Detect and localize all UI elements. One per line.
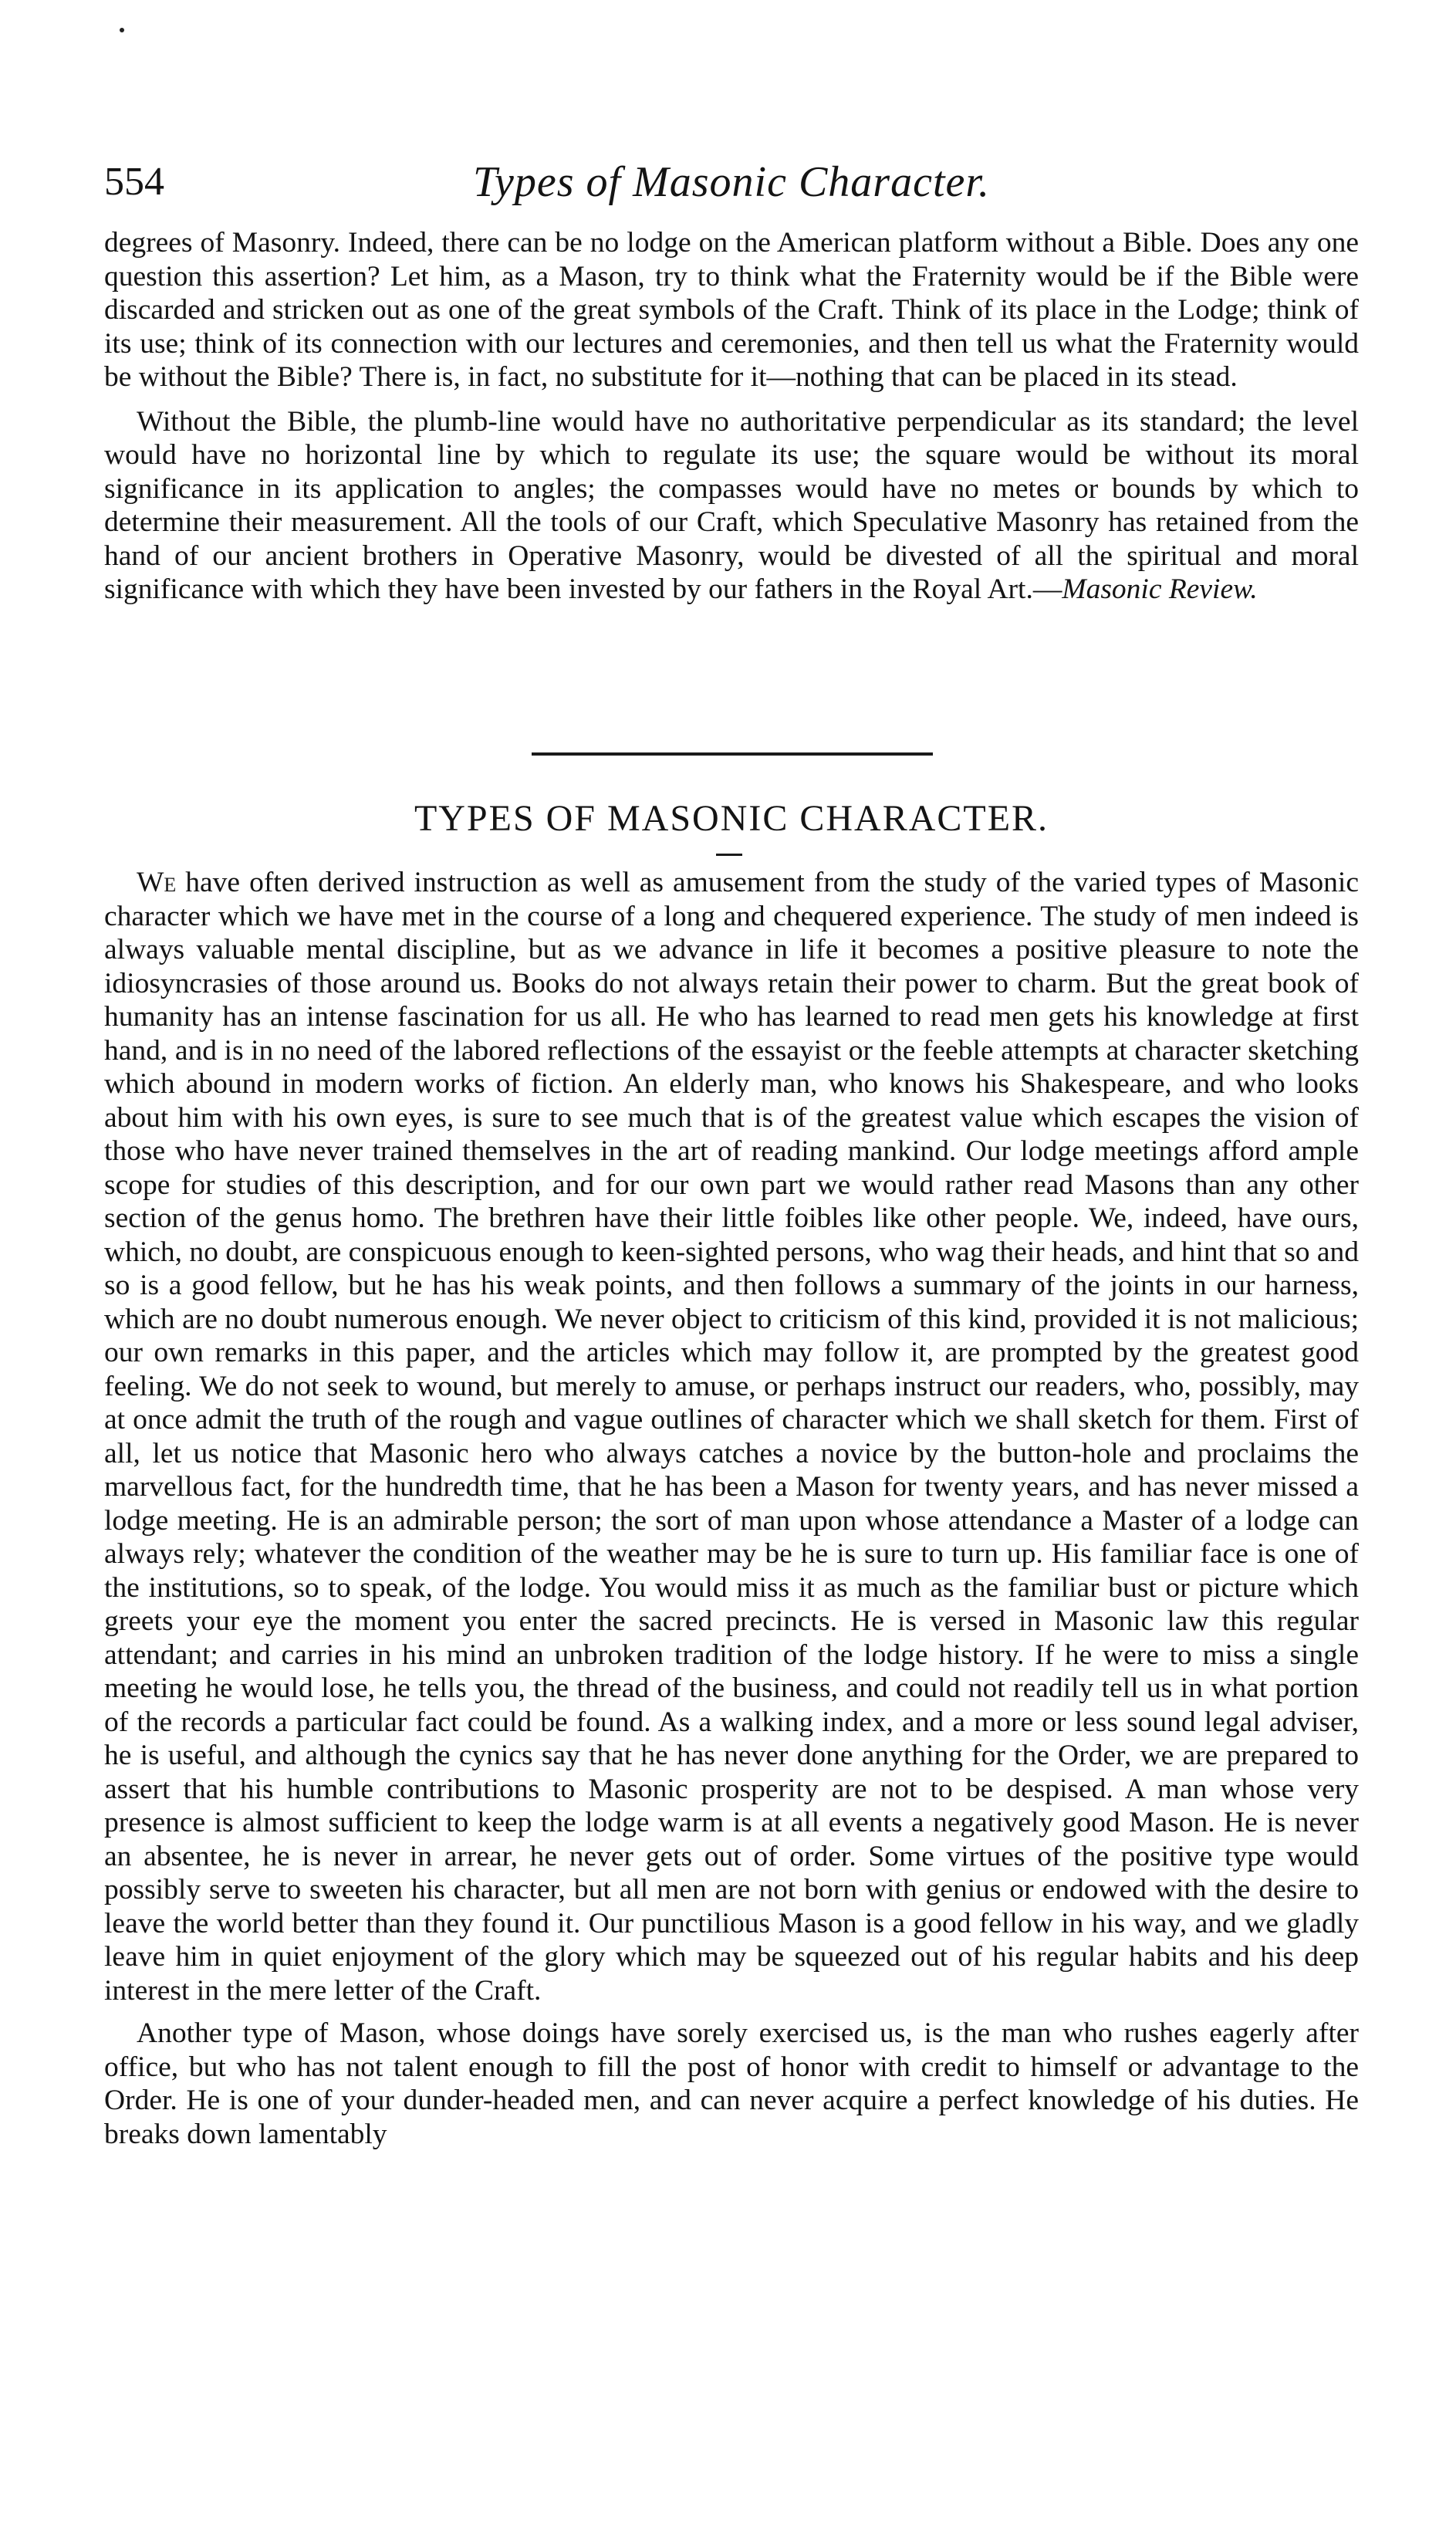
continued-paragraph: degrees of Masonry. Indeed, there can be no lodge on the American platform without a Bible. Does any one question this assertion? Let him, as a Mason, try to think what the Fraternity would be if the Bible were discarded and stricken out as one of the great symbols of the Craft. Think of its place in the Lodge; think of its use; think of its connection with our lectures and ceremonies, and then tell us what the Fraternity would be without the Bible? There is, in fact, no substitute for it—nothing that can be placed in its stead.: [104, 227, 1359, 393]
title-underline: [716, 854, 742, 856]
article-paragraph-1-text: have often derived instruction as well as amusement from the study of the varied types of Masonic character which we have met in the course of a long and chequered experience. The study of men indeed is always valuable mental discipline, but as we advance in life it becomes a positive pleasure to note the idiosyncrasies of those around us. Books do not always retain their power to charm. But the great book of humanity has an intense fascination for us all. He who has learned to read men gets his knowledge at first hand, and is in no need of the labored reflections of the essayist or the feeble attempts at character sketching which abound in modern works of fiction. An elderly man, who knows his Shakespeare, and who looks about him with his own eyes, is sure to see much that is of the greatest value which escapes the vision of those who have never trained themselves in the art of reading mankind. Our lodge meetings afford ample scope for studies of this description, and for our own part we would rather read Masons than any other section of the genus homo. The brethren have their little foibles like other people. We, indeed, have ours, which, no doubt, are conspicuous enough to keen-sighted persons, who wag their heads, and hint that so and so is a good fellow, but he has his weak points, and then follows a summary of the joints in our harness, which are no doubt numerous enough. We never object to criticism of this kind, provided it is not malicious; our own remarks in this paper, and the articles which may follow it, are prompted by the greatest good feeling. We do not seek to wound, but merely to amuse, or perhaps instruct our readers, who, possibly, may at once admit the truth of the rough and vague outlines of character which we shall sketch for them. First of all, let us notice that Masonic hero who always catches a novice by the button-hole and proclaims the marvellous fact, for the hundredth time, that he has been a Mason for twenty years, and has never missed a lodge meeting. He is an admirable person; the sort of man upon whose attendance a Master of a lodge can always rely; whatever the condition of the weather may be he is sure to turn up. His familiar face is one of the institutions, so to speak, of the lodge. You would miss it as much as the familiar bust or picture which greets your eye the moment you enter the sacred precincts. He is versed in Masonic law this regular attendant; and carries in his mind an unbroken tradition of the lodge history. If he were to miss a single meeting he would lose, he tells you, the thread of the business, and could not readily tell us in what portion of the records a particular fact could be found. As a walking index, and a more or less sound legal adviser, he is useful, and although the cynics say that he has never done anything for the Order, we are prepared to assert that his humble contributions to Masonic prosperity are not to be despised. A man whose very presence is almost sufficient to keep the lodge warm is at all events a negatively good Mason. He is never an absentee, he is never in arrear, he never gets out of order. Some virtues of the positive type would possibly serve to sweeten his character, but all men are not born with genius or endowed with the desire to leave the world better than they found it. Our punctilious Mason is a good fellow in his way, and we gladly leave him in quiet enjoyment of the glory which may be squeezed out of his regular habits and his deep interest in the mere letter of the Craft.: [104, 867, 1359, 2007]
continued-text: [104, 226, 1359, 607]
running-title: Types of Masonic Character.: [473, 158, 990, 206]
continued-paragraph-2-text: Without the Bible, the plumb-line would have no authoritative perpendicular as its standard; the level would have no horizontal line by which to regulate its use; the square would be without its moral significance in its application to angles; the compasses would have no metes or bounds by which to determine their measurement. All the tools of our Craft, which Speculative Masonry has retained from the hand of our ancient brothers in Operative Masonry, would be divested of all the spiritual and moral significance with which they have been invested by our fathers in the Royal Art.—: [104, 405, 1359, 605]
running-head: [104, 151, 1359, 213]
article-title: TYPES OF MASONIC CHARACTER.: [414, 798, 1049, 839]
section-divider: [532, 752, 933, 756]
source-citation: Masonic Review.: [1062, 573, 1258, 605]
article-opening-word: We: [137, 867, 177, 898]
article-paragraph-2: Another type of Mason, whose doings have sorely exercised us, is the man who rushes eagerly after office, but who has not talent enough to fill the post of honor with credit to himself or advantage to the Order. He is one of your dunder-headed men, and can never acquire a perfect knowledge of his duties. He breaks down lamentably: [104, 2017, 1359, 2150]
article-paragraph-1: [104, 866, 1359, 2007]
continued-paragraph-2: [104, 405, 1359, 607]
article-body: [104, 866, 1359, 2151]
stray-ink-dot: [120, 28, 124, 32]
page-number: 554: [104, 160, 164, 204]
